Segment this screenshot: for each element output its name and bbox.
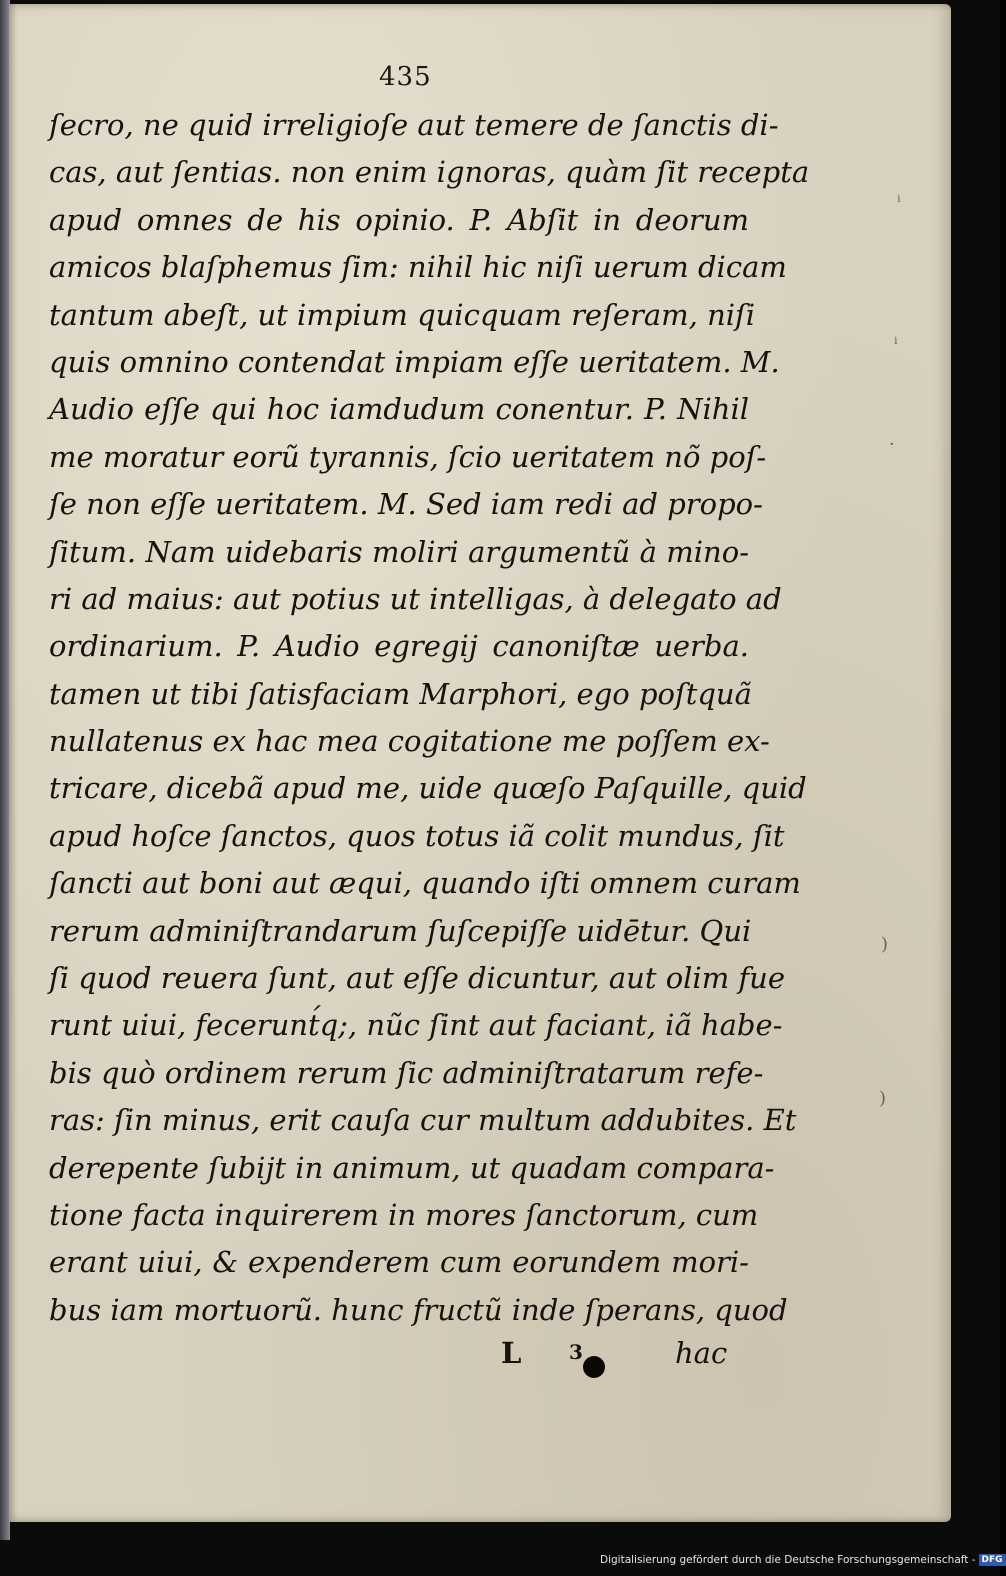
text-line: tamen ut tibi ſatisfaciam Marphori, ego poſtquã <box>49 676 752 711</box>
margin-mark: ) <box>881 934 889 955</box>
text-block <box>49 102 810 1334</box>
text-line: ſe non eſſe ueritatem. M. Sed iam redi ad propo- <box>49 487 763 522</box>
catchword: hac <box>675 1336 728 1370</box>
text-line: me moratur eorũ tyrannis, ſcio ueritatem nõ poſ- <box>49 439 767 474</box>
text-line: ſi quod reuera ſunt, aut eſſe dicuntur, aut olim fue <box>49 961 785 996</box>
text-line: bis quò ordinem rerum ſic adminiſtratarum refe- <box>49 1055 764 1090</box>
ink-blot <box>583 1356 605 1378</box>
text-line: runt uiui, fecerunt́q;, nũc ſint aut faciant, iã habe- <box>49 1008 783 1043</box>
page-number: 435 <box>379 62 432 92</box>
text-line: derepente ſubijt in animum, ut quadam compara- <box>49 1150 775 1185</box>
margin-mark: ⁱ <box>897 192 901 213</box>
text-line: ordinarium. P. Audio egregij canoniſtæ uerba. <box>49 629 749 664</box>
catchword-line <box>49 1336 749 1380</box>
book-page <box>9 4 951 1522</box>
text-line: nullatenus ex hac mea cogitatione me poſſem ex- <box>49 724 770 759</box>
margin-mark: ⁱ <box>894 334 898 355</box>
text-line: apud omnes de his opinio. P. Abſit in deorum <box>49 202 749 237</box>
text-line: erant uiui, & expenderem cum eorundem mori- <box>49 1245 749 1280</box>
text-line: ſitum. Nam uidebaris moliri argumentũ à mino- <box>49 534 749 569</box>
digitization-credit <box>600 1554 1003 1572</box>
dfg-logo-icon: DFG <box>979 1554 1006 1566</box>
signature-number: 3 <box>569 1340 583 1364</box>
text-line: ſecro, ne quid irreligioſe aut temere de ſanctis di- <box>49 108 779 142</box>
margin-mark: · <box>889 434 895 455</box>
text-line: tricare, dicebã apud me, uide quœſo Paſquille, quid <box>49 771 807 806</box>
text-line: Audio eſſe qui hoc iamdudum conentur. P. Nihil <box>49 392 749 427</box>
text-line: rerum adminiſtrandarum ſuſcepiſſe uidētur. Qui <box>49 913 752 948</box>
margin-mark: ) <box>879 1088 887 1109</box>
credit-text: Digitalisierung gefördert durch die Deutsche Forschungsgemeinschaft - <box>600 1554 976 1566</box>
text-line: bus iam mortuorũ. hunc fructũ inde ſperans, quod <box>49 1292 788 1327</box>
signature-mark: L <box>501 1336 522 1370</box>
text-line: tantum abeſt, ut impium quicquam reſeram, niſi <box>49 297 756 332</box>
text-line: cas, aut ſentias. non enim ignoras, quàm ſit recepta <box>49 155 810 190</box>
text-line: tione facta inquirerem in mores ſanctorum, cum <box>49 1197 759 1232</box>
text-line: amicos blaſphemus ſim: nihil hic niſi uerum dicam <box>49 250 787 285</box>
text-line: ras: ſin minus, erit cauſa cur multum addubites. Et <box>49 1103 797 1138</box>
text-line: apud hoſce ſanctos, quos totus iã colit mundus, ſit <box>49 818 785 853</box>
text-line: ſancti aut boni aut æqui, quando iſti omnem curam <box>49 866 801 901</box>
text-line: ri ad maius: aut potius ut intelligas, à delegato ad <box>49 581 782 616</box>
text-line: quis omnino contendat impiam eſſe ueritatem. M. <box>49 344 780 379</box>
